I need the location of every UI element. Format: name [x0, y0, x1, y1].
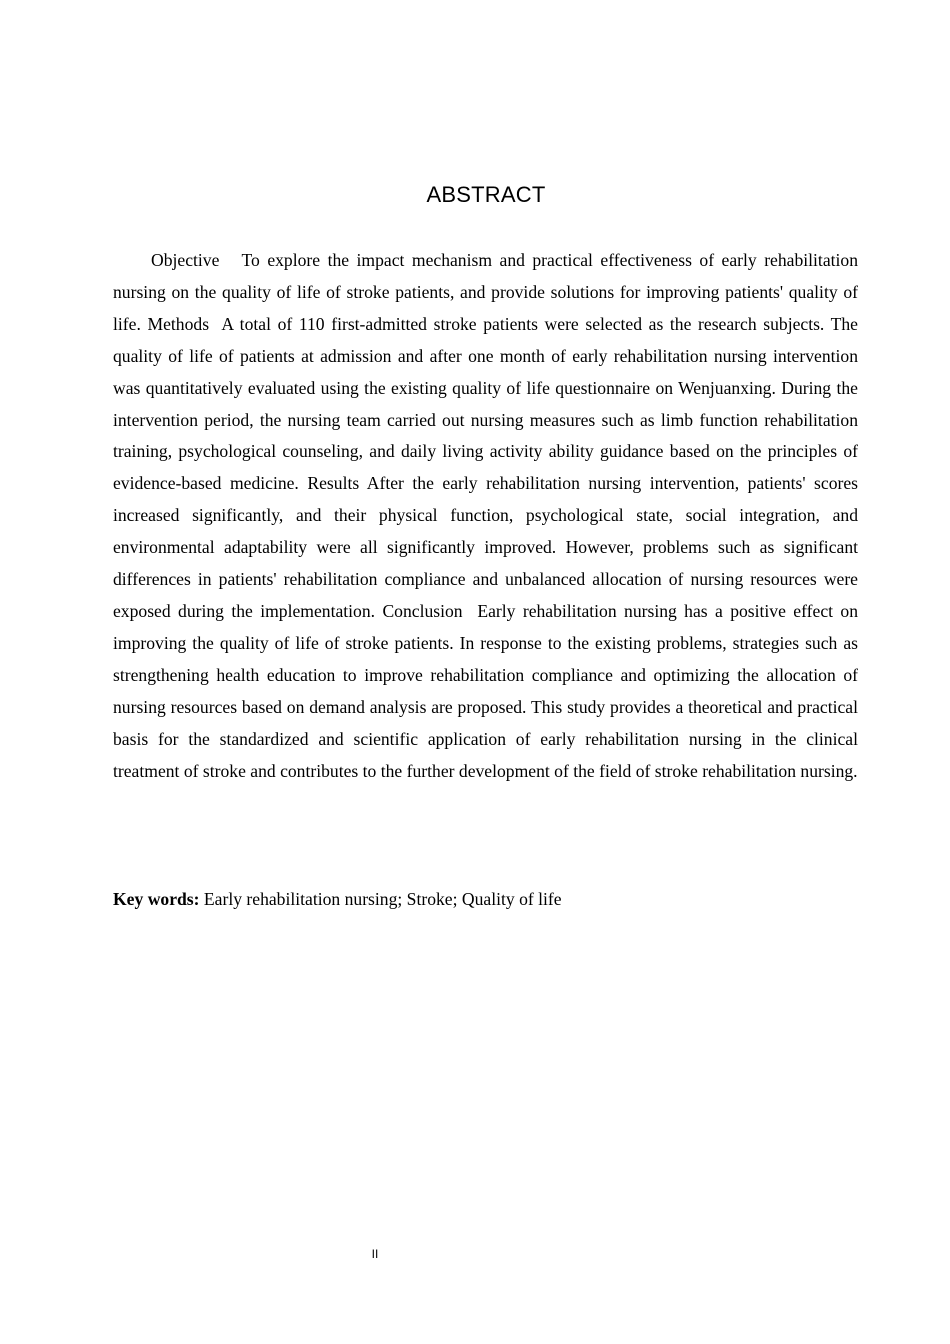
keywords-label: Key words:	[113, 889, 200, 909]
keywords-line	[113, 884, 858, 916]
results-label: Results	[307, 473, 360, 494]
methods-text: A total of 110 first-admitted stroke patients were selected as the research subjects. The quality of life of patients at admission and after one month of early rehabilitation nursing intervention was quantitatively evaluated using the existing quality of life questionnaire on Wenjuanxing. During the intervention period, the nursing team carried out nursing measures such as limb function rehabilitation training, psychological counseling, and daily living activity ability guidance based on the principles of evidence-based medicine.	[113, 313, 858, 494]
results-text: After the early rehabilitation nursing intervention, patients' scores increased significantly, and their physical function, psychological state, social integration, and environmental adaptability were all significantly improved. However, problems such as significant differences in patients' rehabilitation compliance and unbalanced allocation of nursing resources were exposed during the implementation.	[113, 473, 859, 621]
conclusion-label: Conclusion	[382, 600, 463, 621]
abstract-paragraph	[113, 245, 858, 787]
objective-label: Objective	[151, 250, 220, 270]
abstract-title: ABSTRACT	[426, 182, 546, 207]
methods-label: Methods	[147, 313, 210, 334]
conclusion-text: Early rehabilitation nursing has a positive effect on improving the quality of life of stroke patients. In response to the existing problems, strategies such as strengthening health education to improve rehabilitation compliance and optimizing the allocation of nursing resources based on demand analysis are proposed. This study provides a theoretical and practical basis for the standardized and scientific application of early rehabilitation nursing in the clinical treatment of stroke and contributes to the further development of the field of stroke rehabilitation nursing.	[113, 600, 858, 781]
keywords-text: Early rehabilitation nursing; Stroke; Quality of life	[203, 889, 562, 909]
page-number: II	[371, 1247, 379, 1261]
objective-text: To explore the impact mechanism and practical effectiveness of early rehabilitation nursing on the quality of life of stroke patients, and provide solutions for improving patients' quality of life.	[113, 250, 858, 334]
